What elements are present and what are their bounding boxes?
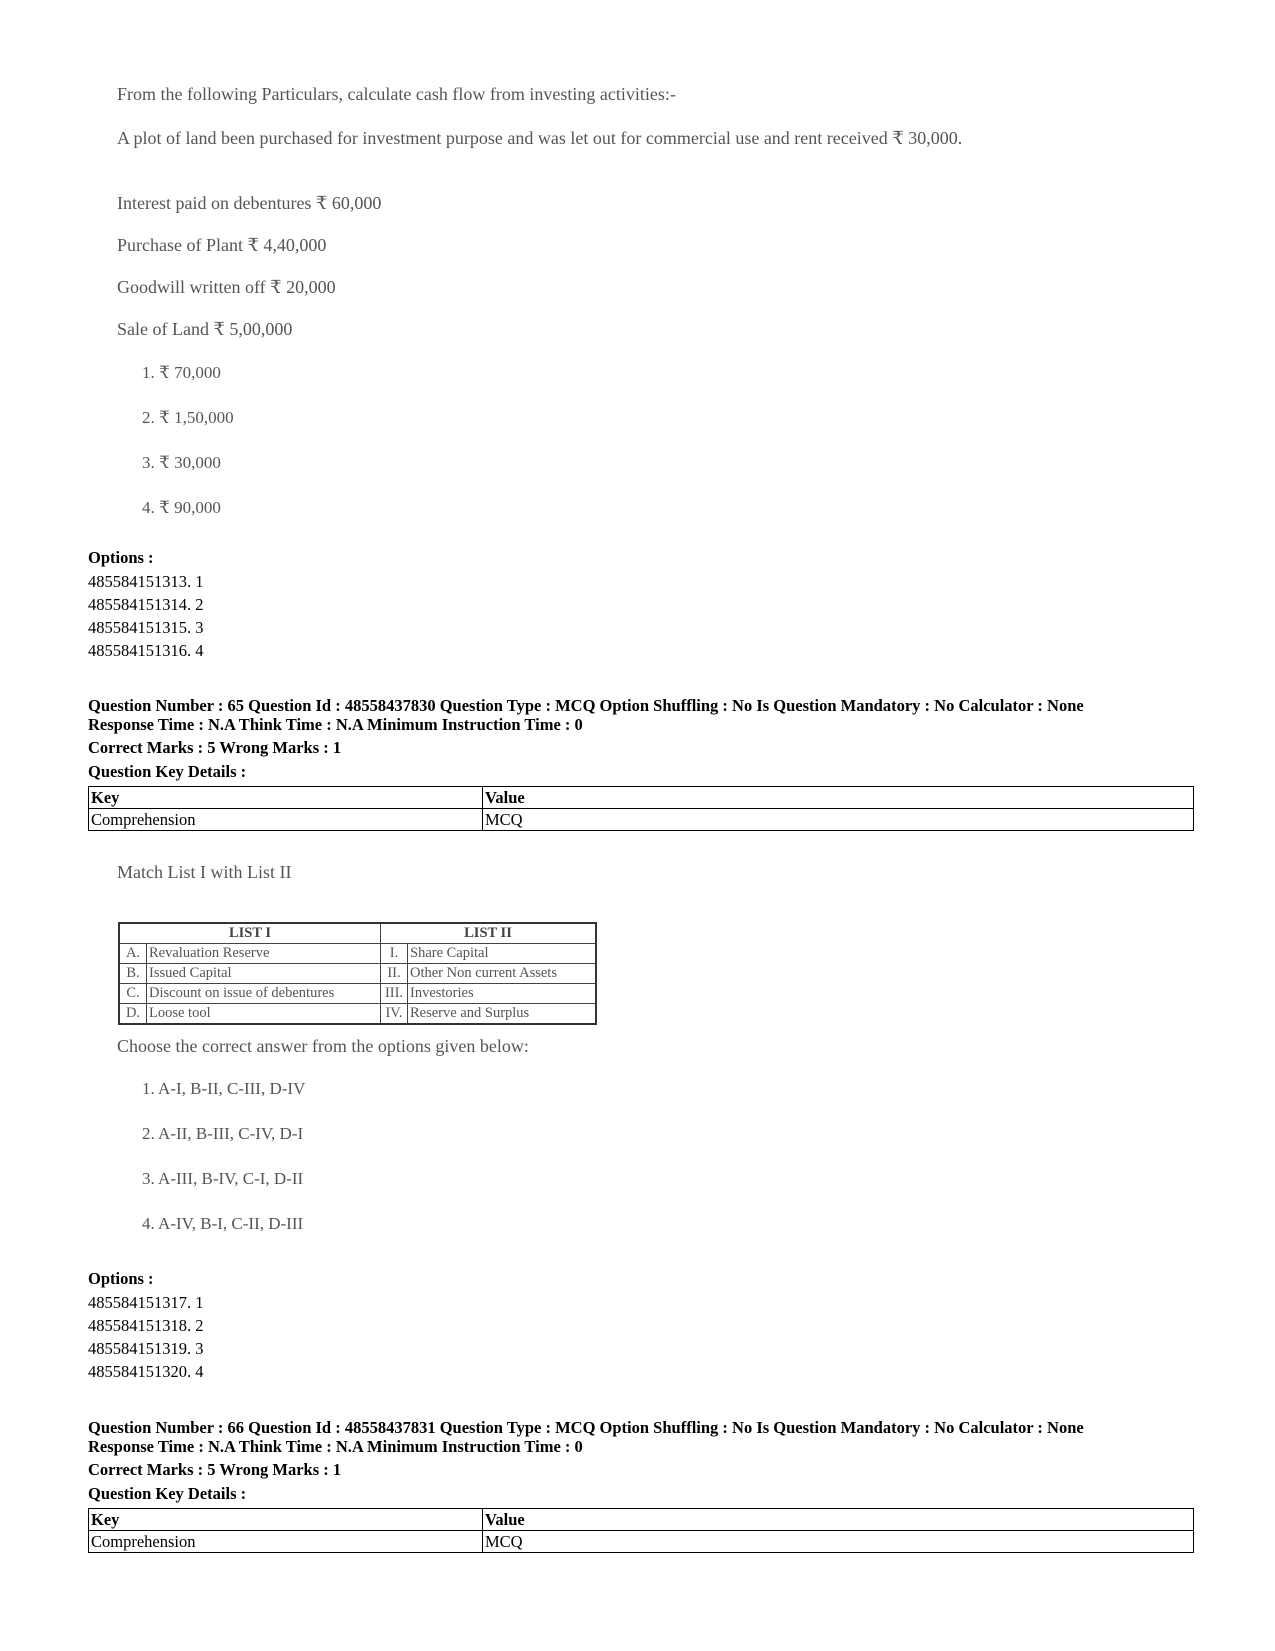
q65-choice: 3. A-III, B-IV, C-I, D-II [142, 1169, 304, 1188]
key-header: Key [89, 787, 483, 809]
list2-header: LIST II [381, 923, 597, 944]
q65-choose: Choose the correct answer from the options given below: [117, 1036, 529, 1056]
q65-meta-line1: Question Number : 65 Question Id : 48558437830 Question Type : MCQ Option Shuffling : No Is Question Mandatory : No Calculator : None [88, 696, 1084, 715]
list1-item: Loose tool [147, 1004, 381, 1025]
list2-label: II. [381, 964, 408, 984]
q65-options-label: Options : [88, 1269, 154, 1288]
list1-label: C. [119, 984, 147, 1004]
q64-item: Purchase of Plant ₹ 4,40,000 [117, 235, 327, 255]
match-lists-table [118, 922, 597, 1025]
value-cell: MCQ [483, 1531, 1194, 1553]
q65-marks: Correct Marks : 5 Wrong Marks : 1 [88, 738, 342, 757]
q65-key-table [88, 786, 1194, 831]
q64-item: Goodwill written off ₹ 20,000 [117, 277, 336, 297]
q64-choice: 1. ₹ 70,000 [142, 363, 221, 382]
list1-item: Revaluation Reserve [147, 944, 381, 964]
key-header: Key [89, 1509, 483, 1531]
q66-marks: Correct Marks : 5 Wrong Marks : 1 [88, 1460, 342, 1479]
q64-choice: 4. ₹ 90,000 [142, 498, 221, 517]
list2-label: III. [381, 984, 408, 1004]
list2-item: Investories [408, 984, 597, 1004]
q65-option: 485584151319. 3 [88, 1339, 204, 1358]
q66-meta-line2: Response Time : N.A Think Time : N.A Minimum Instruction Time : 0 [88, 1437, 583, 1456]
q65-key-details-label: Question Key Details : [88, 762, 247, 781]
q64-option: 485584151316. 4 [88, 641, 204, 660]
q65-choice: 2. A-II, B-III, C-IV, D-I [142, 1124, 304, 1143]
value-header: Value [483, 787, 1194, 809]
q65-option: 485584151318. 2 [88, 1316, 204, 1335]
list2-item: Other Non current Assets [408, 964, 597, 984]
q64-options-label: Options : [88, 548, 154, 567]
list1-label: A. [119, 944, 147, 964]
q64-item: Interest paid on debentures ₹ 60,000 [117, 193, 382, 213]
value-cell: MCQ [483, 809, 1194, 831]
q65-match-title: Match List I with List II [117, 862, 292, 882]
list1-label: D. [119, 1004, 147, 1025]
q64-intro: From the following Particulars, calculate cash flow from investing activities:- [117, 84, 676, 104]
q64-item: Sale of Land ₹ 5,00,000 [117, 319, 293, 339]
q65-option: 485584151320. 4 [88, 1362, 204, 1381]
list2-item: Share Capital [408, 944, 597, 964]
value-header: Value [483, 1509, 1194, 1531]
q65-meta-line2: Response Time : N.A Think Time : N.A Minimum Instruction Time : 0 [88, 715, 583, 734]
q65-choice: 1. A-I, B-II, C-III, D-IV [142, 1079, 306, 1098]
list2-item: Reserve and Surplus [408, 1004, 597, 1025]
q64-option: 485584151315. 3 [88, 618, 204, 637]
list1-item: Issued Capital [147, 964, 381, 984]
key-cell: Comprehension [89, 1531, 483, 1553]
q66-key-details-label: Question Key Details : [88, 1484, 247, 1503]
key-cell: Comprehension [89, 809, 483, 831]
q64-choice: 3. ₹ 30,000 [142, 453, 221, 472]
list1-label: B. [119, 964, 147, 984]
q66-key-table [88, 1508, 1194, 1553]
q64-paragraph: A plot of land been purchased for investment purpose and was let out for commercial use and rent received ₹ 30,000. [117, 128, 963, 148]
q64-option: 485584151313. 1 [88, 572, 204, 591]
q65-option: 485584151317. 1 [88, 1293, 204, 1312]
list1-item: Discount on issue of debentures [147, 984, 381, 1004]
list2-label: IV. [381, 1004, 408, 1025]
q64-option: 485584151314. 2 [88, 595, 204, 614]
list1-header: LIST I [119, 923, 381, 944]
q64-choice: 2. ₹ 1,50,000 [142, 408, 234, 427]
q65-choice: 4. A-IV, B-I, C-II, D-III [142, 1214, 304, 1233]
q66-meta-line1: Question Number : 66 Question Id : 48558437831 Question Type : MCQ Option Shuffling : No Is Question Mandatory : No Calculator : None [88, 1418, 1084, 1437]
list2-label: I. [381, 944, 408, 964]
